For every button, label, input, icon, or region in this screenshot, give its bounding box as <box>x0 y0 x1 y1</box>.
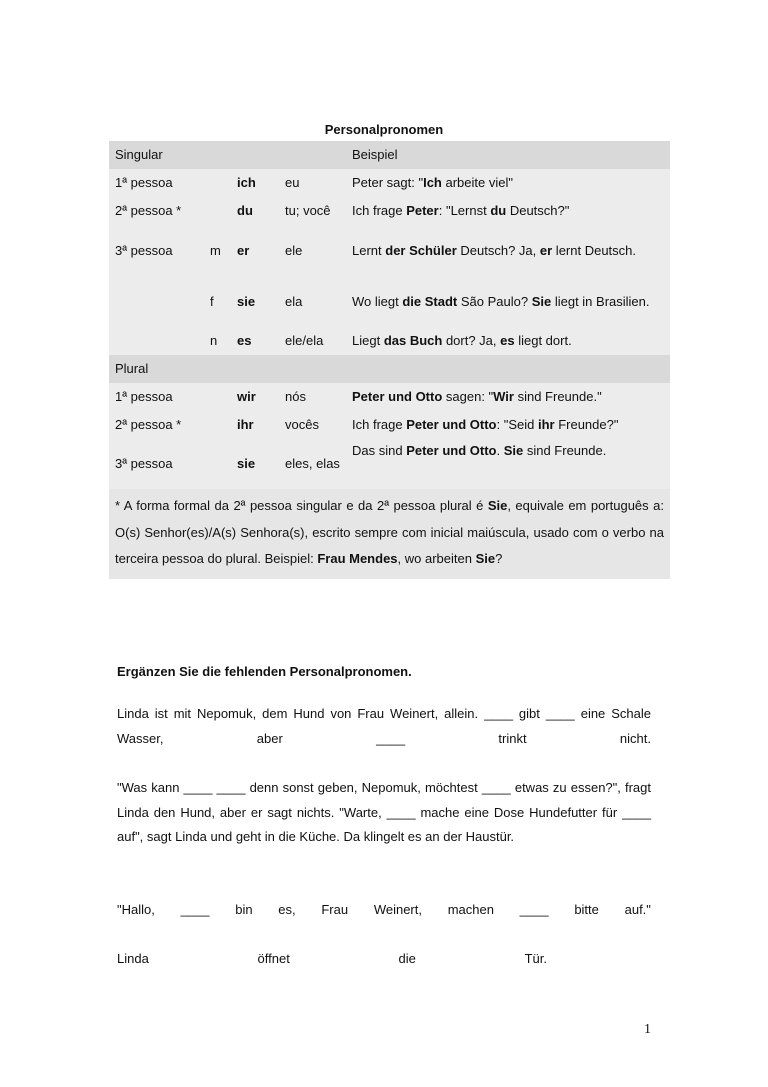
example-cell: Liegt das Buch dort? Ja, es liegt dort. <box>352 333 572 348</box>
beispiel-header: Beispiel <box>346 141 670 169</box>
table-row: n es ele/ela Liegt das Buch dort? Ja, es liegt dort. <box>109 327 670 355</box>
page-number: 1 <box>644 1022 651 1037</box>
example-cell: Peter sagt: "Ich arbeite viel" <box>352 175 513 190</box>
example-cell: Peter und Otto sagen: "Wir sind Freunde." <box>352 389 602 404</box>
exercise-paragraph: "Was kann ____ ____ denn sonst geben, Nepomuk, möchtest ____ etwas zu essen?", fragt Linda den Hund, aber er sagt nichts. "Warte, ____ mache eine Dose Hundefutter für ____ auf", sagt Linda und geht in die Küche. Da klingelt es an der Haustür. <box>117 780 651 844</box>
exercise-heading: Ergänzen Sie die fehlenden Personalpronomen. <box>117 664 412 679</box>
table-row: 1ª pessoa wir nós Peter und Otto sagen: "Wir sind Freunde." <box>109 383 670 411</box>
example-cell: Ich frage Peter: "Lernst du Deutsch?" <box>352 203 570 218</box>
exercise-paragraph: "Hallo, ____ bin es, Frau Weinert, machen ____ bitte auf." <box>117 902 651 917</box>
pronoun-table <box>109 141 670 579</box>
plural-header: Plural <box>109 355 346 383</box>
exercise-paragraph: Linda öffnet die Tür. <box>117 951 547 966</box>
table-row: 2ª pessoa * du tu; você Ich frage Peter: "Lernst du Deutsch?" <box>109 197 670 225</box>
footnote: * A forma formal da 2ª pessoa singular e da 2ª pessoa plural é Sie, equivale em português a: O(s) Senhor(es)/A(s) Senhora(s), escrito sempre com inicial maiúscula, usado com o verbo na terceira pessoa do plural. Beispiel: Frau Mendes, wo arbeiten Sie? <box>109 489 670 579</box>
example-cell: Lernt der Schüler Deutsch? Ja, er lernt Deutsch. <box>352 242 637 258</box>
table-row: 1ª pessoa ich eu Peter sagt: "Ich arbeite viel" <box>109 169 670 197</box>
example-cell: Ich frage Peter und Otto: "Seid ihr Freunde?" <box>352 417 619 432</box>
table-row: 3ª pessoa sie eles, elas Das sind Peter und Otto. Sie sind Freunde. <box>109 439 670 489</box>
example-cell: Das sind Peter und Otto. Sie sind Freunde. <box>352 443 607 458</box>
exercise-paragraph: Linda ist mit Nepomuk, dem Hund von Frau Weinert, allein. ____ gibt ____ eine Schale Wasser, aber ____ trinkt nicht. <box>117 706 651 746</box>
table-row: 3ª pessoa m er ele Lernt der Schüler Deutsch? Ja, er lernt Deutsch. <box>109 225 670 276</box>
table-row: f sie ela Wo liegt die Stadt São Paulo? Sie liegt in Brasilien. <box>109 276 670 327</box>
page-title: Personalpronomen <box>324 122 444 137</box>
singular-header: Singular <box>109 141 346 169</box>
table-row: 2ª pessoa * ihr vocês Ich frage Peter und Otto: "Seid ihr Freunde?" <box>109 411 670 439</box>
example-cell: Wo liegt die Stadt São Paulo? Sie liegt in Brasilien. <box>352 293 650 309</box>
